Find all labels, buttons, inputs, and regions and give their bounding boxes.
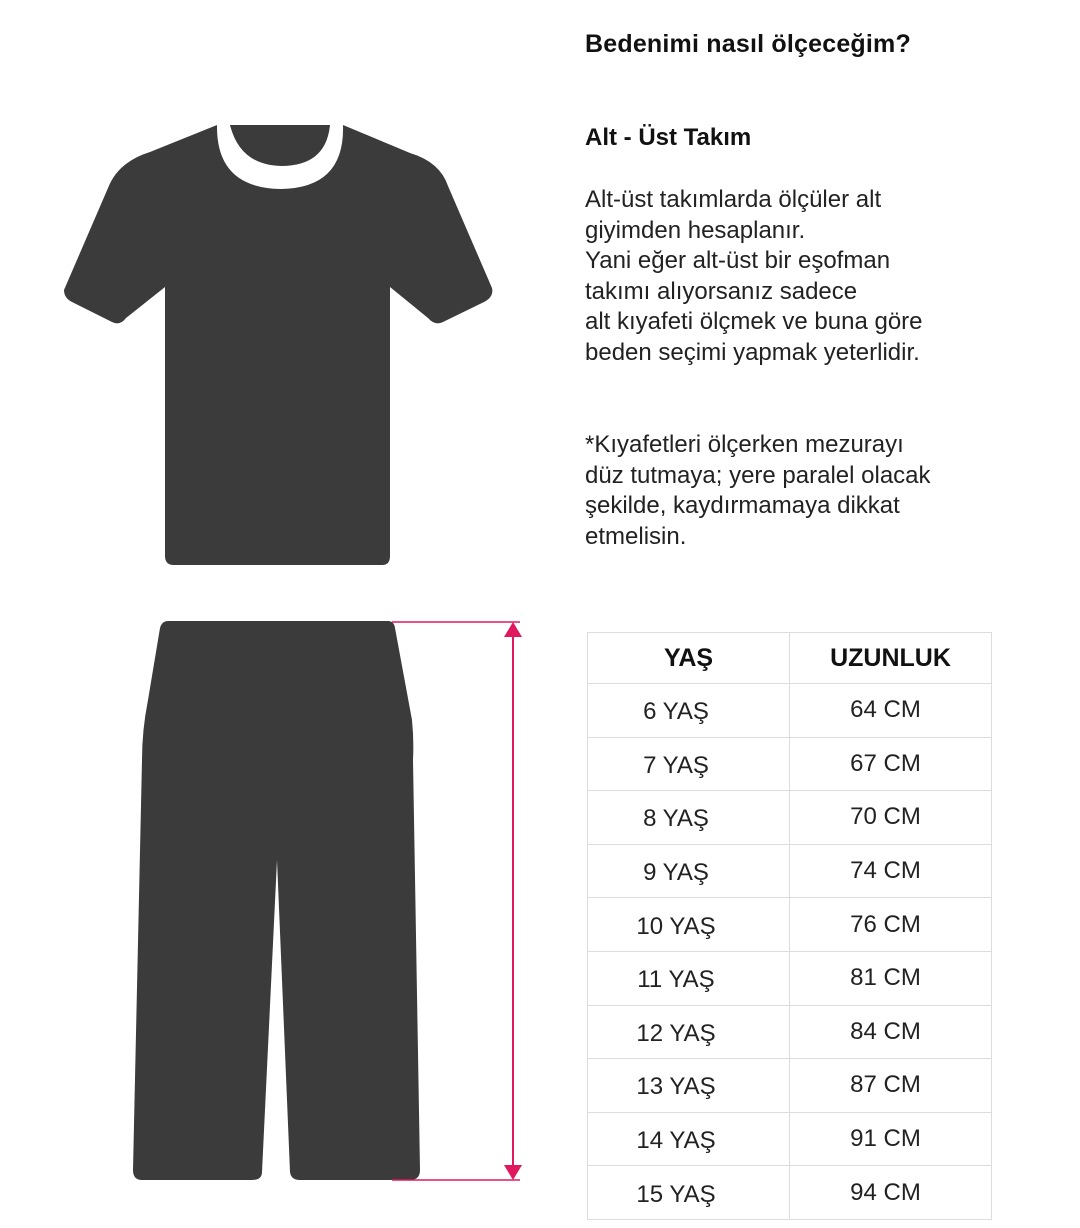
description-line: giyimden hesaplanır.	[585, 216, 806, 244]
length-cell: 87 CM	[790, 1059, 992, 1113]
section-subtitle: Alt - Üst Takım	[585, 124, 752, 151]
table-row	[588, 951, 992, 1005]
age-cell: 15 YAŞ	[588, 1166, 790, 1220]
length-cell: 94 CM	[790, 1166, 992, 1220]
table-row	[588, 844, 992, 898]
note-line: şekilde, kaydırmamaya dikkat	[585, 492, 900, 519]
measuring-note	[585, 430, 1055, 552]
note-line: etmelisin.	[585, 522, 687, 550]
page-title: Bedenimi nasıl ölçeceğim?	[585, 30, 911, 58]
length-cell: 67 CM	[790, 737, 992, 791]
description-line: takımı alıyorsanız sadece	[585, 277, 858, 305]
description-line: beden seçimi yapmak yeterlidir.	[585, 338, 920, 366]
age-cell: 6 YAŞ	[588, 684, 790, 738]
table-row	[588, 737, 992, 791]
age-cell: 14 YAŞ	[588, 1112, 790, 1166]
table-row	[588, 1166, 992, 1220]
t-shirt-icon	[60, 125, 500, 570]
length-cell: 76 CM	[790, 898, 992, 952]
age-cell: 7 YAŞ	[588, 737, 790, 791]
length-cell: 81 CM	[790, 951, 992, 1005]
description-line: Yani eğer alt-üst bir eşofman	[585, 247, 891, 274]
length-measure-arrow-icon	[380, 616, 540, 1186]
table-row	[588, 1059, 992, 1113]
description-paragraph	[585, 185, 1055, 368]
length-cell: 84 CM	[790, 1005, 992, 1059]
table-row	[588, 1005, 992, 1059]
header-age: YAŞ	[588, 633, 790, 684]
measure-arrow-up	[504, 622, 522, 637]
table-row	[588, 1112, 992, 1166]
note-line: *Kıyafetleri ölçerken mezurayı	[585, 431, 904, 458]
age-cell: 10 YAŞ	[588, 898, 790, 952]
size-table	[587, 632, 992, 1220]
length-cell: 64 CM	[790, 684, 992, 738]
age-cell: 13 YAŞ	[588, 1059, 790, 1113]
length-cell: 91 CM	[790, 1112, 992, 1166]
age-cell: 9 YAŞ	[588, 844, 790, 898]
table-row	[588, 684, 992, 738]
header-length: UZUNLUK	[790, 633, 992, 684]
age-cell: 12 YAŞ	[588, 1005, 790, 1059]
age-cell: 11 YAŞ	[588, 951, 790, 1005]
length-cell: 70 CM	[790, 791, 992, 845]
age-cell: 8 YAŞ	[588, 791, 790, 845]
measure-lines	[392, 622, 522, 1180]
length-cell: 74 CM	[790, 844, 992, 898]
t-shirt-body	[64, 125, 492, 565]
table-row	[588, 791, 992, 845]
size-table-header-row	[588, 633, 992, 684]
measure-arrow-down	[504, 1165, 522, 1180]
description-line: Alt-üst takımlarda ölçüler alt	[585, 186, 882, 213]
note-line: düz tutmaya; yere paralel olacak	[585, 461, 931, 489]
table-row	[588, 898, 992, 952]
description-line: alt kıyafeti ölçmek ve buna göre	[585, 308, 923, 335]
